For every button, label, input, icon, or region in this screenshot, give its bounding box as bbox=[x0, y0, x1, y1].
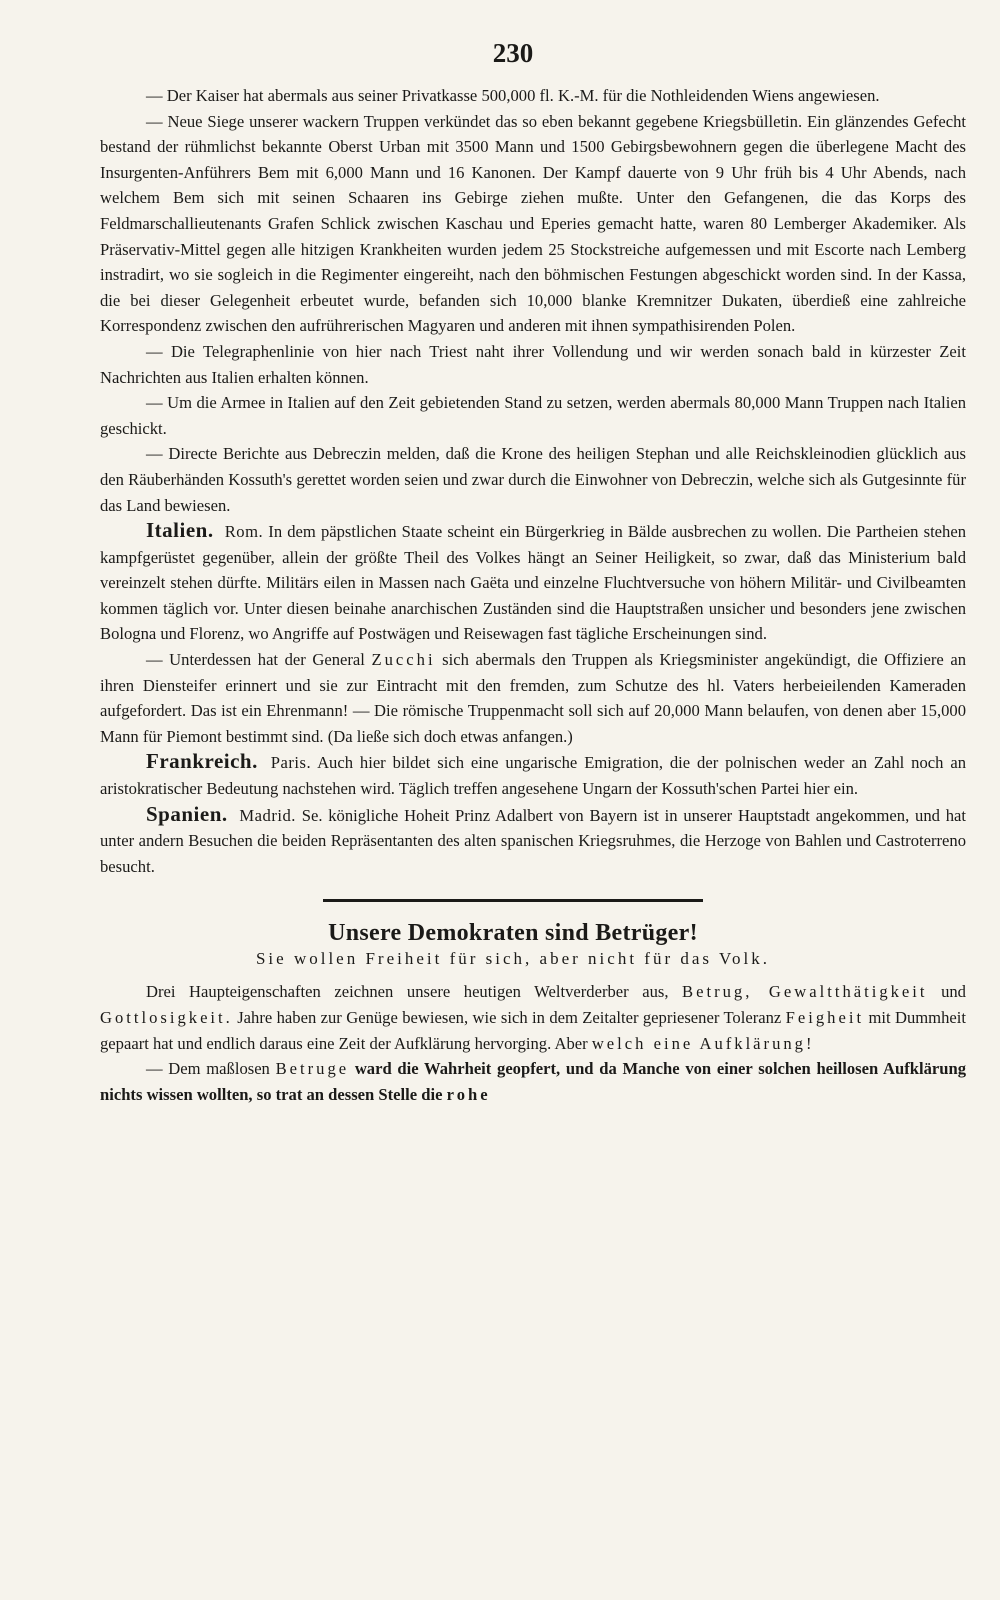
emphasized-text: welch eine Aufklärung! bbox=[591, 1033, 815, 1053]
italien-text-part: sich abermals den Truppen als Kriegsminister angekündigt, die Offiziere an ihren Diensteifer erinnert und sie zur Eintracht mit den fremden, zum Schutze des hl. Vaters herbeieilenden Kameraden aufgefordert. Das ist ein Ehrenmann! — Die römische Truppenmacht soll sich auf 20,000 Mann belaufen, von denen aber 15,000 Mann für Piemont bestimmt sind. (Da ließe sich doch etwas anfangen.) bbox=[100, 650, 966, 746]
article-text: — Dem maßlosen bbox=[146, 1059, 270, 1079]
section-heading-italien: Italien. bbox=[146, 518, 214, 543]
emphasized-text: rohe bbox=[446, 1084, 491, 1104]
dateline-paris: Paris. bbox=[270, 753, 312, 773]
emphasized-text: Gottlosigkeit. bbox=[100, 1008, 233, 1027]
article-subtitle: Sie wollen Freiheit für sich, aber nicht für das Volk. bbox=[255, 949, 771, 969]
article-text: ward die Wahrheit geopfert, und da Manche von einer solchen heillosen Aufklärung nichts wissen wollten, so trat an dessen Stelle die bbox=[100, 1059, 967, 1104]
article-title: Unsere Demokraten sind Betrüger! bbox=[328, 920, 698, 947]
section-spanien bbox=[100, 802, 966, 880]
news-item: — Neue Siege unserer wackern Truppen verkündet das so eben bekannt gegebene Kriegsbülletin. Ein glänzendes Gefecht bestand der rühmlichst bekannte Oberst Urban mit 3500 Mann und 1500 Gebirgsbewohnern gegen die überlegene Macht des Insurgenten-Anführers Bem mit 6,000 Mann und 16 Kanonen. Der Kampf dauerte von 9 Uhr früh bis 4 Uhr Abends, nach welchem Bem sich mit seinen Schaaren ins Gebirge ziehen mußte. Unter den Gefangenen, die das Korps des Feldmarschallieutenants Grafen Schlick zwischen Kaschau und Eperies gemacht hatte, waren 80 Lemberger Akademiker. Als Präservativ-Mittel gegen alle hitzigen Krankheiten wurden jedem 25 Stockstreiche aufgemessen und mit Escorte nach Lemberg instradirt, wo sie sogleich in die Regimenter eingereiht, nach den böhmischen Festungen abgeschickt worden sind. In der Kassa, die bei dieser Gelegenheit erbeutet wurde, befanden sich 10,000 blanke Kremnitzer Dukaten, überdieß eine zahlreiche Korrespondenz zwischen den aufrührerischen Magyaren und anderen mit ihnen sympathisirenden Polen. bbox=[100, 111, 966, 336]
section-heading-spanien: Spanien. bbox=[146, 801, 228, 826]
emphasized-text: Betruge bbox=[275, 1059, 350, 1079]
dateline-madrid: Madrid. bbox=[239, 805, 296, 825]
section-frankreich bbox=[100, 749, 966, 801]
emphasized-text: Betrug, Gewaltthätigkeit bbox=[682, 982, 928, 1002]
italien-text: In dem päpstlichen Staate scheint ein Bürgerkrieg in Bälde ausbrechen zu wollen. Die Partheien stehen kampfgerüstet gegenüber, allein der größte Theil des Volkes hängt an Seiner Heiligkeit, so zwar, daß das Ministerium bald vereinzelt stehen dürfte. Militärs eilen in Massen nach Gaëta und einzelne Fluchtversuche von höhern Militär- und Civilbeamten kommen täglich vor. Unter diesen beinahe anarchischen Zuständen sind die Hauptstraßen unsicher und besonders jene zwischen Bologna und Florenz, wo Angriffe auf Postwägen und Reisewagen fast tägliche Erscheinungen sind. bbox=[100, 522, 967, 644]
dateline-rom: Rom. bbox=[224, 522, 264, 542]
emphasized-text: Feigheit bbox=[785, 1008, 865, 1027]
section-heading-frankreich: Frankreich. bbox=[146, 749, 258, 774]
article-paragraph-1 bbox=[100, 979, 966, 1056]
article-text: Drei Haupteigenschaften zeichnen unsere heutigen Weltverderber aus, bbox=[146, 982, 669, 1002]
page-number: 230 bbox=[492, 38, 534, 68]
news-item: — Der Kaiser hat abermals aus seiner Privatkasse 500,000 fl. K.-M. für die Nothleidenden Wiens angewiesen. bbox=[146, 86, 880, 105]
italien-paragraph-2 bbox=[100, 647, 966, 749]
news-item: — Die Telegraphenlinie von hier nach Triest naht ihrer Vollendung und wir werden sonach bald in kürzester Zeit Nachrichten aus Italien erhalten können. bbox=[100, 341, 966, 387]
section-italien bbox=[100, 518, 966, 647]
article-text: und bbox=[941, 982, 966, 1002]
frankreich-text: Auch hier bildet sich eine ungarische Emigration, die der polnischen weder an Zahl noch an aristokratischer Bedeutung nachstehen wird. Täglich treffen angesehene Ungarn der Kossuth'schen Partei hier ein. bbox=[100, 753, 966, 799]
article-paragraph-2 bbox=[100, 1056, 966, 1107]
news-item: — Um die Armee in Italien auf den Zeit gebietenden Stand zu setzen, werden abermals 80,000 Mann Truppen nach Italien geschickt. bbox=[100, 393, 966, 438]
spanien-text: Se. königliche Hoheit Prinz Adalbert von Bayern ist in unserer Hauptstadt angekommen, und hat unter andern Besuchen die beiden Repräsentanten des alten spanischen Kriegsruhmes, die Herzoge von Bahlen und Castroterreno besucht. bbox=[100, 805, 966, 876]
emphasized-name: Zucchi bbox=[371, 650, 436, 670]
article-text: Jahre haben zur Genüge bewiesen, wie sich in dem Zeitalter gepriesener Toleranz bbox=[237, 1008, 782, 1027]
news-item: — Directe Berichte aus Debreczin melden, daß die Krone des heiligen Stephan und alle Reichskleinodien glücklich aus den Räuberhänden Kossuth's gerettet worden seien und zwar durch die Einwohner von Debreczin, welche sich als Gutgesinnte für das Land bewiesen. bbox=[100, 444, 966, 515]
section-divider bbox=[323, 899, 703, 902]
italien-text-part: — Unterdessen hat der General bbox=[146, 650, 365, 670]
article-text: mit Dummheit gepaart hat und endlich daraus eine Zeit der Aufklärung hervorging. Aber bbox=[100, 1008, 966, 1053]
